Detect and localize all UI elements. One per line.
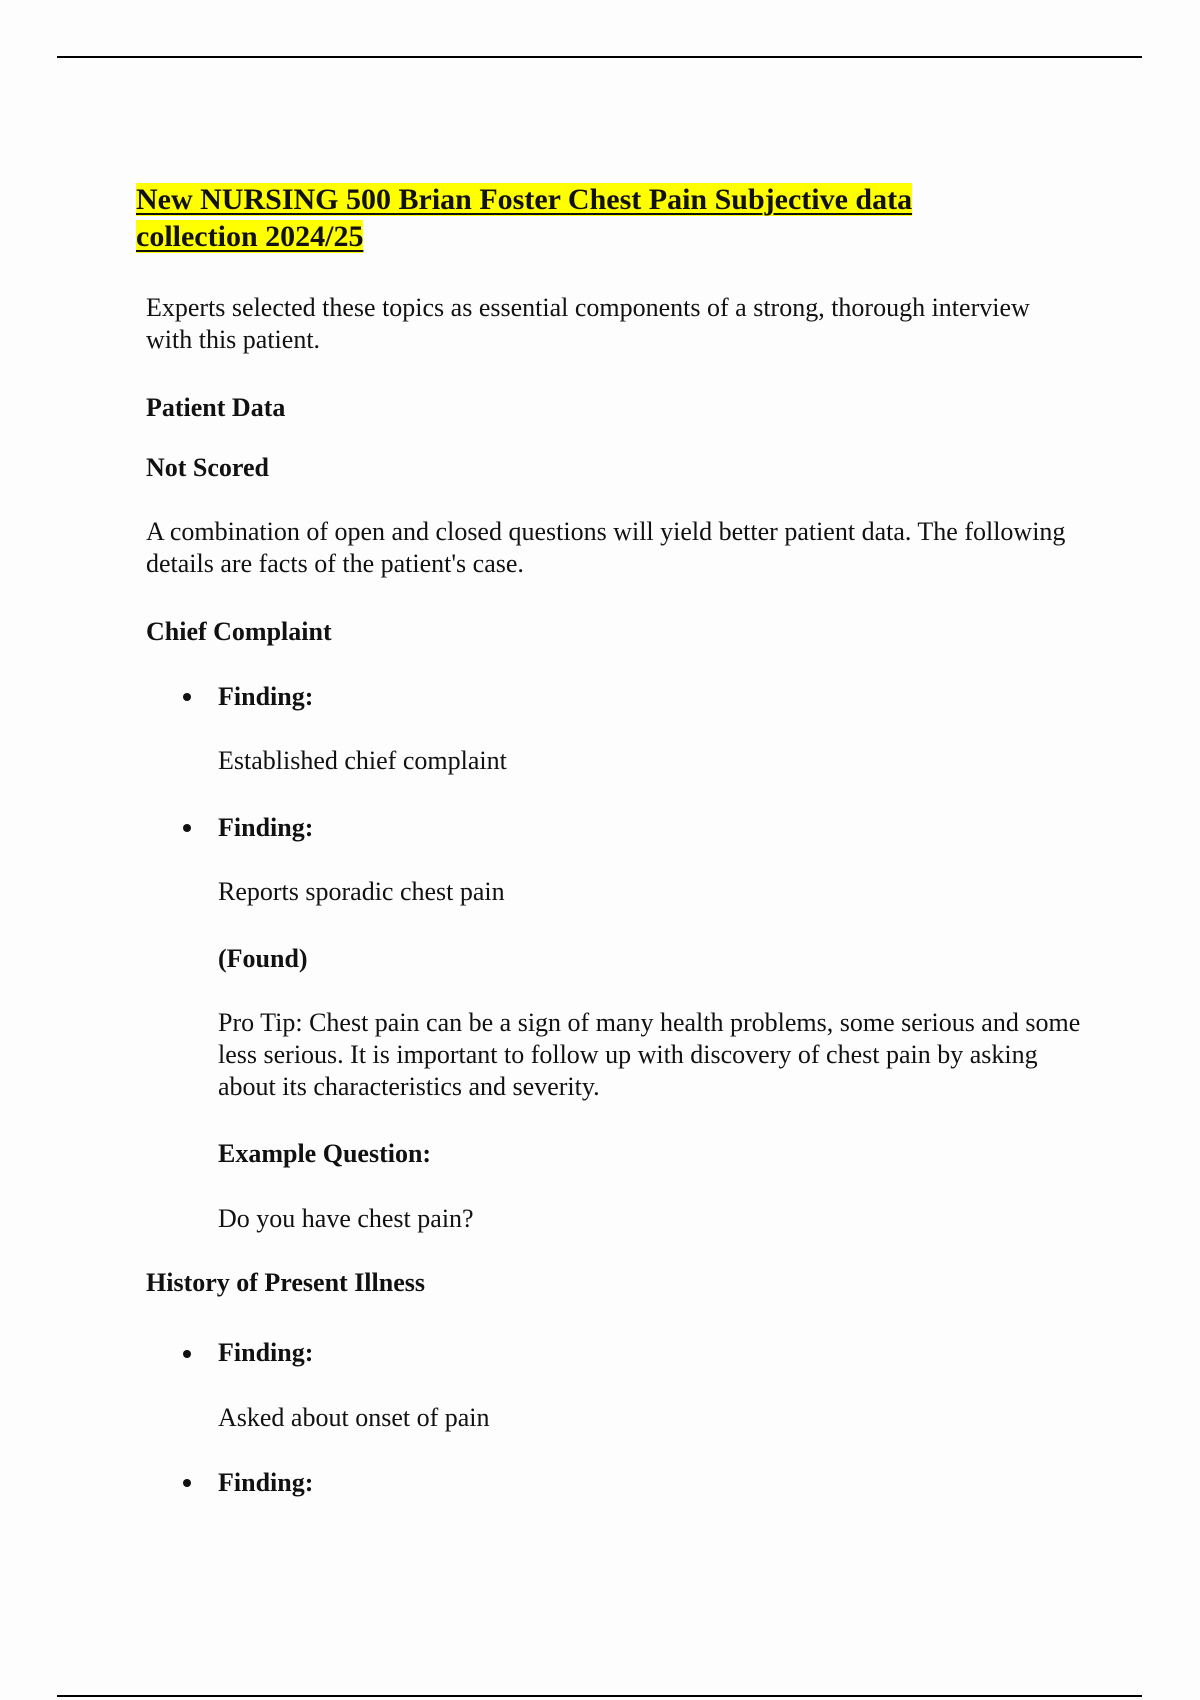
bullet-icon [183, 1350, 191, 1358]
example-question-text: Do you have chest pain? [218, 1204, 474, 1233]
pro-tip-text: Pro Tip: Chest pain can be a sign of many health problems, some serious and some less serious. It is important to follow up with discovery of chest pain by asking about its characteristics and severity. [218, 1008, 1081, 1101]
finding-text: Reports sporadic chest pain [218, 877, 505, 906]
chief-complaint-heading: Chief Complaint [146, 617, 332, 646]
example-question-label: Example Question: [218, 1139, 432, 1168]
header-rule [57, 56, 1142, 58]
title-highlight: New NURSING 500 Brian Foster Chest Pain Subjective data collection 2024/25 [136, 183, 913, 253]
bullet-icon [183, 693, 191, 701]
found-status: (Found) [218, 944, 308, 973]
finding-label: Finding: [218, 682, 314, 711]
bullet-icon [183, 1479, 191, 1487]
bullet-icon [183, 824, 191, 832]
document-title [136, 181, 1036, 255]
hpi-heading: History of Present Illness [146, 1268, 425, 1297]
finding-label: Finding: [218, 1468, 314, 1497]
finding-text: Asked about onset of pain [218, 1403, 490, 1432]
combination-paragraph: A combination of open and closed questions will yield better patient data. The following details are facts of the patient's case. [146, 517, 1066, 578]
not-scored-heading: Not Scored [146, 453, 270, 482]
patient-data-heading: Patient Data [146, 393, 286, 422]
finding-label: Finding: [218, 813, 314, 842]
finding-text: Established chief complaint [218, 746, 507, 775]
finding-label: Finding: [218, 1338, 314, 1367]
footer-rule [57, 1695, 1142, 1697]
intro-paragraph: Experts selected these topics as essential components of a strong, thorough interview with this patient. [146, 293, 1030, 354]
